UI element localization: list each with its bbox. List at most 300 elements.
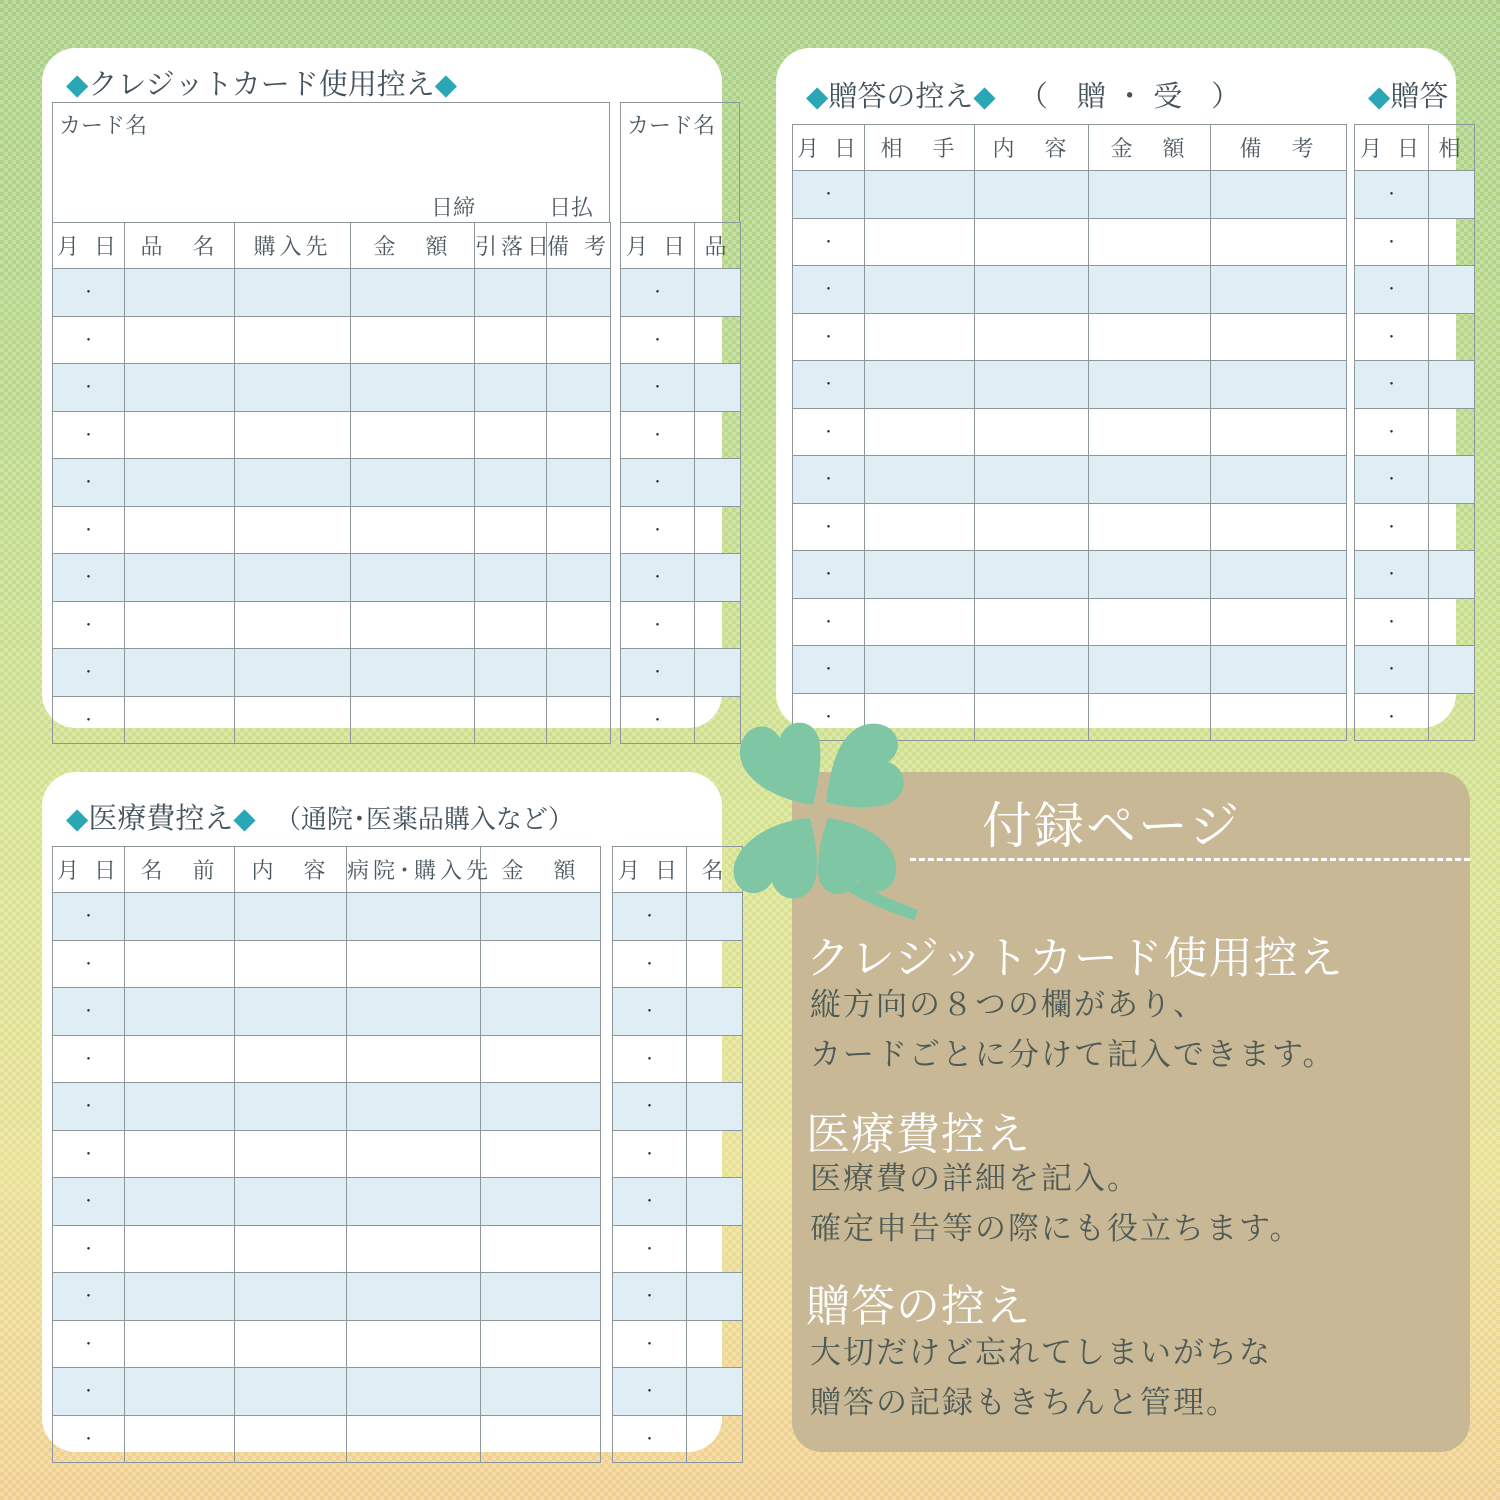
table-row[interactable] bbox=[53, 506, 611, 554]
table-cell[interactable] bbox=[975, 408, 1089, 456]
table-cell[interactable]: ・ bbox=[53, 364, 125, 412]
table-cell[interactable]: ・ bbox=[793, 598, 865, 646]
table-cell[interactable]: ・ bbox=[793, 361, 865, 409]
table-cell[interactable]: ・ bbox=[613, 1083, 687, 1131]
table-cell[interactable]: ・ bbox=[1355, 171, 1429, 219]
table-cell[interactable] bbox=[1429, 266, 1475, 314]
table-cell[interactable] bbox=[1089, 408, 1211, 456]
table-cell[interactable] bbox=[1211, 456, 1347, 504]
table-cell[interactable] bbox=[1089, 266, 1211, 314]
table-cell[interactable] bbox=[1429, 693, 1475, 741]
table-cell[interactable] bbox=[481, 1035, 601, 1083]
table-cell[interactable] bbox=[865, 171, 975, 219]
table-cell[interactable] bbox=[865, 313, 975, 361]
table-cell[interactable] bbox=[865, 456, 975, 504]
table-row[interactable] bbox=[621, 506, 741, 554]
table-row[interactable] bbox=[613, 1225, 743, 1273]
table-row[interactable] bbox=[793, 456, 1347, 504]
table-cell[interactable] bbox=[975, 551, 1089, 599]
table-cell[interactable] bbox=[1429, 408, 1475, 456]
table-row[interactable] bbox=[53, 269, 611, 317]
table-cell[interactable]: ・ bbox=[1355, 598, 1429, 646]
table-row[interactable] bbox=[1355, 408, 1475, 456]
table-cell[interactable] bbox=[347, 1035, 481, 1083]
table-row[interactable] bbox=[621, 601, 741, 649]
table-cell[interactable] bbox=[235, 988, 347, 1036]
table-cell[interactable] bbox=[481, 1320, 601, 1368]
table-cell[interactable]: ・ bbox=[793, 266, 865, 314]
table-cell[interactable] bbox=[865, 361, 975, 409]
table-row[interactable] bbox=[1355, 313, 1475, 361]
table-cell[interactable] bbox=[481, 1368, 601, 1416]
table-cell[interactable] bbox=[687, 1320, 743, 1368]
table-cell[interactable] bbox=[1089, 313, 1211, 361]
table-cell[interactable] bbox=[125, 1130, 235, 1178]
table-cell[interactable]: ・ bbox=[53, 554, 125, 602]
table-cell[interactable] bbox=[481, 893, 601, 941]
table-cell[interactable] bbox=[235, 601, 351, 649]
table-cell[interactable] bbox=[351, 554, 475, 602]
table-cell[interactable]: ・ bbox=[1355, 456, 1429, 504]
table-cell[interactable]: ・ bbox=[53, 506, 125, 554]
table-row[interactable] bbox=[53, 554, 611, 602]
table-cell[interactable]: ・ bbox=[613, 940, 687, 988]
table-cell[interactable] bbox=[351, 269, 475, 317]
table-cell[interactable]: ・ bbox=[621, 269, 695, 317]
table-cell[interactable]: ・ bbox=[613, 1178, 687, 1226]
table-cell[interactable] bbox=[975, 361, 1089, 409]
table-cell[interactable] bbox=[1429, 646, 1475, 694]
table-cell[interactable] bbox=[235, 1035, 347, 1083]
table-cell[interactable]: ・ bbox=[53, 1368, 125, 1416]
table-cell[interactable] bbox=[687, 1178, 743, 1226]
table-cell[interactable] bbox=[687, 1130, 743, 1178]
table-cell[interactable]: ・ bbox=[1355, 218, 1429, 266]
table-row[interactable] bbox=[613, 1035, 743, 1083]
table-row[interactable] bbox=[53, 1035, 601, 1083]
table-cell[interactable]: ・ bbox=[793, 313, 865, 361]
table-row[interactable] bbox=[793, 313, 1347, 361]
table-cell[interactable]: ・ bbox=[53, 1320, 125, 1368]
table-cell[interactable] bbox=[547, 269, 611, 317]
table-cell[interactable] bbox=[1211, 693, 1347, 741]
table-cell[interactable] bbox=[235, 554, 351, 602]
table-cell[interactable] bbox=[125, 893, 235, 941]
table-row[interactable] bbox=[613, 1415, 743, 1463]
table-cell[interactable] bbox=[235, 459, 351, 507]
table-row[interactable] bbox=[53, 601, 611, 649]
table-cell[interactable] bbox=[975, 171, 1089, 219]
table-cell[interactable] bbox=[547, 601, 611, 649]
table-cell[interactable]: ・ bbox=[53, 696, 125, 744]
table-row[interactable] bbox=[1355, 266, 1475, 314]
table-cell[interactable]: ・ bbox=[53, 1225, 125, 1273]
table-row[interactable] bbox=[793, 503, 1347, 551]
table-cell[interactable] bbox=[1211, 171, 1347, 219]
table-cell[interactable]: ・ bbox=[53, 649, 125, 697]
table-cell[interactable]: ・ bbox=[53, 601, 125, 649]
table-cell[interactable] bbox=[865, 503, 975, 551]
table-cell[interactable] bbox=[481, 1415, 601, 1463]
table-row[interactable] bbox=[613, 1083, 743, 1131]
table-cell[interactable] bbox=[125, 411, 235, 459]
table-cell[interactable] bbox=[1211, 408, 1347, 456]
table-row[interactable] bbox=[621, 364, 741, 412]
table-row[interactable] bbox=[793, 218, 1347, 266]
table-cell[interactable] bbox=[235, 1415, 347, 1463]
table-cell[interactable] bbox=[1089, 503, 1211, 551]
table-cell[interactable] bbox=[125, 1415, 235, 1463]
table-cell[interactable] bbox=[1429, 598, 1475, 646]
table-cell[interactable]: ・ bbox=[613, 1320, 687, 1368]
table-cell[interactable] bbox=[351, 364, 475, 412]
table-row[interactable] bbox=[621, 649, 741, 697]
table-cell[interactable] bbox=[235, 411, 351, 459]
table-cell[interactable] bbox=[235, 696, 351, 744]
table-cell[interactable] bbox=[695, 411, 741, 459]
table-cell[interactable]: ・ bbox=[613, 1130, 687, 1178]
table-cell[interactable]: ・ bbox=[793, 456, 865, 504]
table-cell[interactable] bbox=[695, 269, 741, 317]
table-cell[interactable] bbox=[347, 1178, 481, 1226]
table-cell[interactable] bbox=[975, 646, 1089, 694]
table-cell[interactable] bbox=[235, 940, 347, 988]
table-cell[interactable] bbox=[975, 598, 1089, 646]
table-cell[interactable]: ・ bbox=[613, 893, 687, 941]
table-cell[interactable]: ・ bbox=[621, 601, 695, 649]
table-cell[interactable] bbox=[975, 456, 1089, 504]
table-cell[interactable] bbox=[481, 1130, 601, 1178]
table-cell[interactable] bbox=[1089, 361, 1211, 409]
table-cell[interactable] bbox=[547, 506, 611, 554]
table-cell[interactable]: ・ bbox=[793, 408, 865, 456]
table-row[interactable] bbox=[1355, 693, 1475, 741]
table-cell[interactable] bbox=[235, 1178, 347, 1226]
table-cell[interactable] bbox=[1429, 456, 1475, 504]
table-row[interactable] bbox=[53, 459, 611, 507]
table-cell[interactable] bbox=[865, 266, 975, 314]
table-cell[interactable]: ・ bbox=[793, 693, 865, 741]
table-cell[interactable] bbox=[235, 1225, 347, 1273]
table-cell[interactable] bbox=[125, 316, 235, 364]
table-cell[interactable] bbox=[865, 551, 975, 599]
table-row[interactable] bbox=[1355, 503, 1475, 551]
table-cell[interactable] bbox=[475, 459, 547, 507]
table-cell[interactable]: ・ bbox=[793, 171, 865, 219]
table-cell[interactable] bbox=[975, 218, 1089, 266]
table-cell[interactable] bbox=[687, 940, 743, 988]
table-cell[interactable] bbox=[125, 1178, 235, 1226]
table-cell[interactable] bbox=[235, 1368, 347, 1416]
table-cell[interactable] bbox=[347, 1225, 481, 1273]
table-cell[interactable] bbox=[1089, 598, 1211, 646]
table-row[interactable] bbox=[53, 1130, 601, 1178]
table-cell[interactable] bbox=[351, 411, 475, 459]
table-cell[interactable] bbox=[481, 940, 601, 988]
table-cell[interactable]: ・ bbox=[53, 1083, 125, 1131]
table-cell[interactable]: ・ bbox=[793, 218, 865, 266]
table-cell[interactable] bbox=[1429, 218, 1475, 266]
table-cell[interactable]: ・ bbox=[53, 459, 125, 507]
table-cell[interactable] bbox=[351, 696, 475, 744]
table-cell[interactable] bbox=[695, 601, 741, 649]
table-row[interactable] bbox=[1355, 598, 1475, 646]
table-cell[interactable] bbox=[1429, 171, 1475, 219]
table-cell[interactable]: ・ bbox=[53, 940, 125, 988]
table-cell[interactable] bbox=[125, 649, 235, 697]
table-cell[interactable]: ・ bbox=[53, 1178, 125, 1226]
table-cell[interactable] bbox=[481, 1083, 601, 1131]
table-cell[interactable] bbox=[475, 411, 547, 459]
table-cell[interactable] bbox=[481, 1273, 601, 1321]
table-row[interactable] bbox=[621, 459, 741, 507]
table-cell[interactable] bbox=[695, 506, 741, 554]
table-cell[interactable] bbox=[547, 411, 611, 459]
table-cell[interactable]: ・ bbox=[1355, 693, 1429, 741]
table-cell[interactable] bbox=[1211, 313, 1347, 361]
table-cell[interactable] bbox=[125, 1320, 235, 1368]
table-cell[interactable]: ・ bbox=[621, 506, 695, 554]
table-cell[interactable] bbox=[481, 988, 601, 1036]
table-cell[interactable] bbox=[347, 988, 481, 1036]
table-cell[interactable] bbox=[865, 408, 975, 456]
table-row[interactable] bbox=[793, 171, 1347, 219]
table-cell[interactable] bbox=[547, 364, 611, 412]
table-cell[interactable] bbox=[687, 1273, 743, 1321]
table-cell[interactable] bbox=[865, 646, 975, 694]
table-cell[interactable] bbox=[351, 506, 475, 554]
table-cell[interactable]: ・ bbox=[53, 316, 125, 364]
table-row[interactable] bbox=[53, 411, 611, 459]
table-cell[interactable] bbox=[1089, 218, 1211, 266]
table-row[interactable] bbox=[53, 1178, 601, 1226]
table-cell[interactable] bbox=[547, 459, 611, 507]
table-cell[interactable] bbox=[351, 649, 475, 697]
table-row[interactable] bbox=[613, 1368, 743, 1416]
table-row[interactable] bbox=[53, 940, 601, 988]
table-cell[interactable] bbox=[125, 1225, 235, 1273]
table-cell[interactable]: ・ bbox=[793, 503, 865, 551]
table-row[interactable] bbox=[1355, 646, 1475, 694]
table-cell[interactable]: ・ bbox=[53, 1415, 125, 1463]
table-row[interactable] bbox=[793, 408, 1347, 456]
table-cell[interactable] bbox=[125, 940, 235, 988]
table-cell[interactable]: ・ bbox=[621, 411, 695, 459]
table-row[interactable] bbox=[53, 1320, 601, 1368]
table-cell[interactable] bbox=[125, 554, 235, 602]
table-cell[interactable] bbox=[235, 649, 351, 697]
table-cell[interactable] bbox=[125, 696, 235, 744]
table-cell[interactable] bbox=[347, 940, 481, 988]
table-cell[interactable] bbox=[475, 601, 547, 649]
table-row[interactable] bbox=[621, 411, 741, 459]
table-row[interactable] bbox=[793, 551, 1347, 599]
table-cell[interactable] bbox=[865, 218, 975, 266]
table-row[interactable] bbox=[621, 554, 741, 602]
table-row[interactable] bbox=[613, 1178, 743, 1226]
table-row[interactable] bbox=[53, 364, 611, 412]
table-row[interactable] bbox=[613, 988, 743, 1036]
table-cell[interactable] bbox=[1089, 171, 1211, 219]
table-cell[interactable] bbox=[1211, 503, 1347, 551]
table-row[interactable] bbox=[53, 893, 601, 941]
table-cell[interactable] bbox=[695, 316, 741, 364]
table-row[interactable] bbox=[793, 598, 1347, 646]
table-row[interactable] bbox=[793, 266, 1347, 314]
table-cell[interactable] bbox=[695, 649, 741, 697]
table-cell[interactable]: ・ bbox=[53, 269, 125, 317]
table-cell[interactable]: ・ bbox=[793, 646, 865, 694]
table-cell[interactable] bbox=[481, 1225, 601, 1273]
table-cell[interactable] bbox=[475, 364, 547, 412]
table-cell[interactable] bbox=[975, 313, 1089, 361]
table-cell[interactable] bbox=[1211, 598, 1347, 646]
table-cell[interactable] bbox=[351, 601, 475, 649]
table-cell[interactable]: ・ bbox=[53, 893, 125, 941]
table-row[interactable] bbox=[613, 1130, 743, 1178]
table-row[interactable] bbox=[621, 269, 741, 317]
table-cell[interactable] bbox=[1211, 218, 1347, 266]
table-cell[interactable] bbox=[351, 316, 475, 364]
table-cell[interactable] bbox=[1089, 646, 1211, 694]
table-cell[interactable]: ・ bbox=[613, 988, 687, 1036]
table-cell[interactable]: ・ bbox=[53, 1130, 125, 1178]
table-row[interactable] bbox=[621, 316, 741, 364]
table-row[interactable] bbox=[793, 361, 1347, 409]
table-row[interactable] bbox=[53, 316, 611, 364]
table-cell[interactable]: ・ bbox=[1355, 646, 1429, 694]
table-cell[interactable] bbox=[687, 1035, 743, 1083]
table-cell[interactable] bbox=[1089, 693, 1211, 741]
table-cell[interactable]: ・ bbox=[53, 1273, 125, 1321]
table-cell[interactable] bbox=[687, 1225, 743, 1273]
table-cell[interactable] bbox=[547, 554, 611, 602]
table-cell[interactable] bbox=[235, 269, 351, 317]
table-cell[interactable]: ・ bbox=[613, 1225, 687, 1273]
table-row[interactable] bbox=[1355, 218, 1475, 266]
table-cell[interactable] bbox=[1211, 646, 1347, 694]
table-cell[interactable] bbox=[547, 316, 611, 364]
table-cell[interactable] bbox=[975, 266, 1089, 314]
table-cell[interactable] bbox=[235, 364, 351, 412]
table-cell[interactable] bbox=[125, 269, 235, 317]
table-row[interactable] bbox=[53, 1225, 601, 1273]
table-cell[interactable]: ・ bbox=[793, 551, 865, 599]
table-cell[interactable] bbox=[125, 1368, 235, 1416]
table-row[interactable] bbox=[793, 646, 1347, 694]
table-cell[interactable]: ・ bbox=[53, 411, 125, 459]
table-cell[interactable] bbox=[235, 1273, 347, 1321]
table-cell[interactable] bbox=[865, 598, 975, 646]
table-cell[interactable] bbox=[235, 506, 351, 554]
table-cell[interactable] bbox=[975, 503, 1089, 551]
table-cell[interactable] bbox=[1429, 361, 1475, 409]
table-cell[interactable]: ・ bbox=[613, 1273, 687, 1321]
table-cell[interactable] bbox=[475, 649, 547, 697]
table-row[interactable] bbox=[613, 940, 743, 988]
table-cell[interactable] bbox=[125, 1273, 235, 1321]
table-row[interactable] bbox=[1355, 171, 1475, 219]
table-cell[interactable]: ・ bbox=[1355, 361, 1429, 409]
table-cell[interactable] bbox=[347, 893, 481, 941]
table-cell[interactable] bbox=[125, 988, 235, 1036]
table-cell[interactable] bbox=[125, 1083, 235, 1131]
table-cell[interactable] bbox=[235, 1083, 347, 1131]
table-cell[interactable] bbox=[547, 649, 611, 697]
table-cell[interactable] bbox=[347, 1320, 481, 1368]
table-cell[interactable]: ・ bbox=[621, 649, 695, 697]
table-cell[interactable] bbox=[475, 316, 547, 364]
table-cell[interactable]: ・ bbox=[1355, 408, 1429, 456]
table-cell[interactable] bbox=[347, 1415, 481, 1463]
table-cell[interactable]: ・ bbox=[613, 1368, 687, 1416]
table-cell[interactable] bbox=[125, 601, 235, 649]
table-cell[interactable] bbox=[125, 459, 235, 507]
table-cell[interactable] bbox=[695, 364, 741, 412]
table-cell[interactable] bbox=[475, 696, 547, 744]
table-row[interactable] bbox=[613, 1320, 743, 1368]
table-row[interactable] bbox=[53, 1273, 601, 1321]
table-cell[interactable] bbox=[235, 893, 347, 941]
table-cell[interactable] bbox=[1429, 503, 1475, 551]
table-cell[interactable] bbox=[1089, 551, 1211, 599]
table-cell[interactable]: ・ bbox=[613, 1415, 687, 1463]
table-cell[interactable]: ・ bbox=[53, 988, 125, 1036]
table-cell[interactable]: ・ bbox=[621, 316, 695, 364]
table-cell[interactable]: ・ bbox=[621, 364, 695, 412]
table-cell[interactable]: ・ bbox=[1355, 266, 1429, 314]
table-cell[interactable] bbox=[475, 506, 547, 554]
table-cell[interactable] bbox=[347, 1273, 481, 1321]
table-cell[interactable]: ・ bbox=[1355, 313, 1429, 361]
table-cell[interactable]: ・ bbox=[613, 1035, 687, 1083]
table-cell[interactable] bbox=[125, 1035, 235, 1083]
table-cell[interactable]: ・ bbox=[53, 1035, 125, 1083]
table-cell[interactable]: ・ bbox=[621, 696, 695, 744]
table-cell[interactable] bbox=[347, 1130, 481, 1178]
table-row[interactable] bbox=[53, 1415, 601, 1463]
table-cell[interactable] bbox=[475, 269, 547, 317]
table-cell[interactable] bbox=[125, 506, 235, 554]
table-row[interactable] bbox=[1355, 361, 1475, 409]
table-cell[interactable] bbox=[125, 364, 235, 412]
table-cell[interactable]: ・ bbox=[1355, 551, 1429, 599]
table-cell[interactable] bbox=[687, 1415, 743, 1463]
table-cell[interactable] bbox=[547, 696, 611, 744]
table-cell[interactable] bbox=[235, 1130, 347, 1178]
table-cell[interactable] bbox=[1211, 551, 1347, 599]
table-cell[interactable] bbox=[1211, 361, 1347, 409]
table-row[interactable] bbox=[53, 1368, 601, 1416]
table-row[interactable] bbox=[53, 696, 611, 744]
table-row[interactable] bbox=[1355, 551, 1475, 599]
table-cell[interactable]: ・ bbox=[621, 459, 695, 507]
table-cell[interactable] bbox=[235, 1320, 347, 1368]
table-row[interactable] bbox=[53, 1083, 601, 1131]
table-cell[interactable] bbox=[1211, 266, 1347, 314]
table-cell[interactable]: ・ bbox=[1355, 503, 1429, 551]
table-row[interactable] bbox=[53, 649, 611, 697]
table-cell[interactable] bbox=[687, 988, 743, 1036]
table-row[interactable] bbox=[53, 988, 601, 1036]
table-cell[interactable] bbox=[235, 316, 351, 364]
table-cell[interactable] bbox=[695, 554, 741, 602]
table-cell[interactable] bbox=[481, 1178, 601, 1226]
table-cell[interactable] bbox=[351, 459, 475, 507]
table-cell[interactable] bbox=[695, 459, 741, 507]
table-cell[interactable] bbox=[347, 1083, 481, 1131]
table-row[interactable] bbox=[1355, 456, 1475, 504]
